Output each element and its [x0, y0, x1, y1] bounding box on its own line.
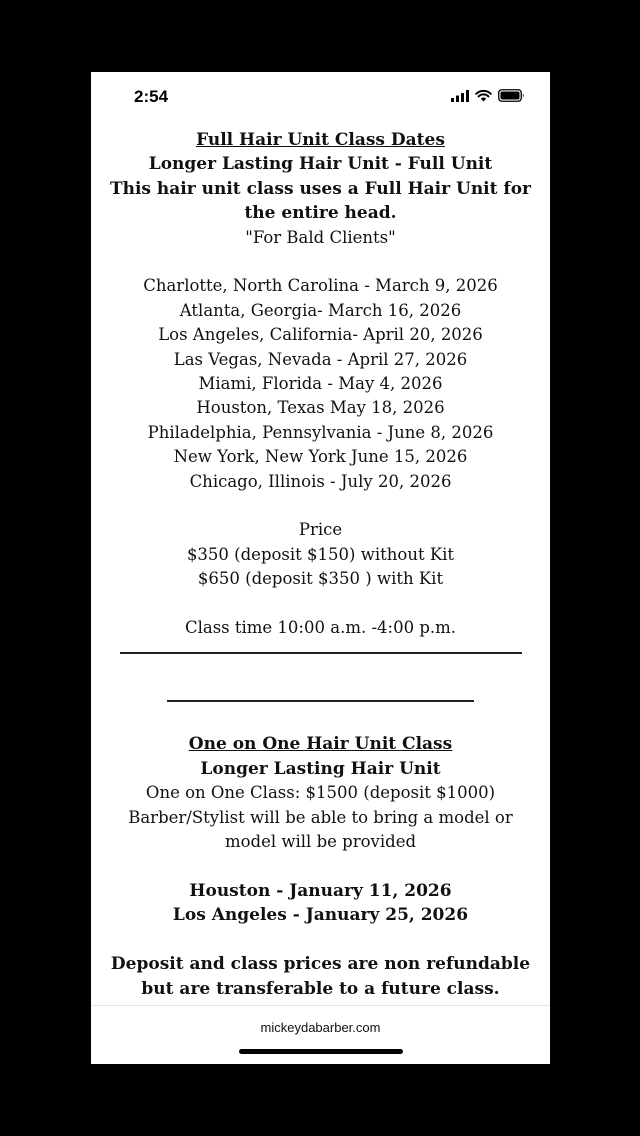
location-item: Houston, Texas May 18, 2026 [196, 398, 445, 418]
url-text[interactable]: mickeydabarber.com [260, 1020, 381, 1035]
location-item: Los Angeles, California- April 20, 2026 [158, 325, 483, 345]
home-indicator[interactable] [239, 1049, 403, 1054]
one-on-one-date: Los Angeles - January 25, 2026 [172, 905, 469, 926]
full-unit-description-line1: This hair unit class uses a Full Hair Unit for [109, 178, 532, 199]
model-note-line2: model will be provided [224, 832, 417, 852]
status-time: 2:54 [134, 87, 169, 106]
location-item: Atlanta, Georgia- March 16, 2026 [179, 300, 462, 320]
refund-policy-line2: but are transferable to a future class. [141, 978, 500, 999]
status-icons [451, 89, 525, 102]
one-on-one-price: One on One Class: $1500 (deposit $1000) [145, 783, 496, 803]
cellular-signal-icon [451, 90, 469, 102]
page-content [91, 128, 550, 1001]
location-item: Chicago, Illinois - July 20, 2026 [189, 471, 452, 491]
class-time: Class time 10:00 a.m. -4:00 p.m. [184, 618, 457, 638]
full-unit-subheading: Longer Lasting Hair Unit - Full Unit [148, 154, 493, 175]
location-item: Las Vegas, Nevada - April 27, 2026 [173, 349, 468, 369]
wifi-icon [475, 89, 492, 102]
phone-screen [91, 72, 550, 1064]
one-on-one-class-heading: One on One Hair Unit Class [188, 734, 453, 755]
full-unit-class-heading: Full Hair Unit Class Dates [196, 130, 445, 150]
price-with-kit: $650 (deposit $350 ) with Kit [197, 569, 444, 589]
model-note-line1: Barber/Stylist will be able to bring a model or [128, 807, 513, 827]
location-item: Philadelphia, Pennsylvania - June 8, 2026 [147, 422, 494, 442]
divider-long [120, 652, 522, 654]
full-unit-description-line2: the entire head. [244, 203, 397, 224]
location-item: Charlotte, North Carolina - March 9, 2026 [143, 276, 498, 296]
one-on-one-date: Houston - January 11, 2026 [189, 880, 452, 901]
location-item: New York, New York June 15, 2026 [173, 447, 468, 467]
location-item: Miami, Florida - May 4, 2026 [198, 374, 443, 394]
price-label: Price [298, 520, 343, 540]
price-without-kit: $350 (deposit $150) without Kit [186, 544, 455, 564]
one-on-one-subheading: Longer Lasting Hair Unit [200, 758, 441, 779]
battery-icon [498, 89, 525, 102]
browser-address-bar[interactable] [91, 1005, 550, 1064]
bald-clients-note: "For Bald Clients" [245, 227, 396, 247]
status-bar [91, 72, 550, 124]
refund-policy-line1: Deposit and class prices are non refundable [110, 954, 531, 975]
